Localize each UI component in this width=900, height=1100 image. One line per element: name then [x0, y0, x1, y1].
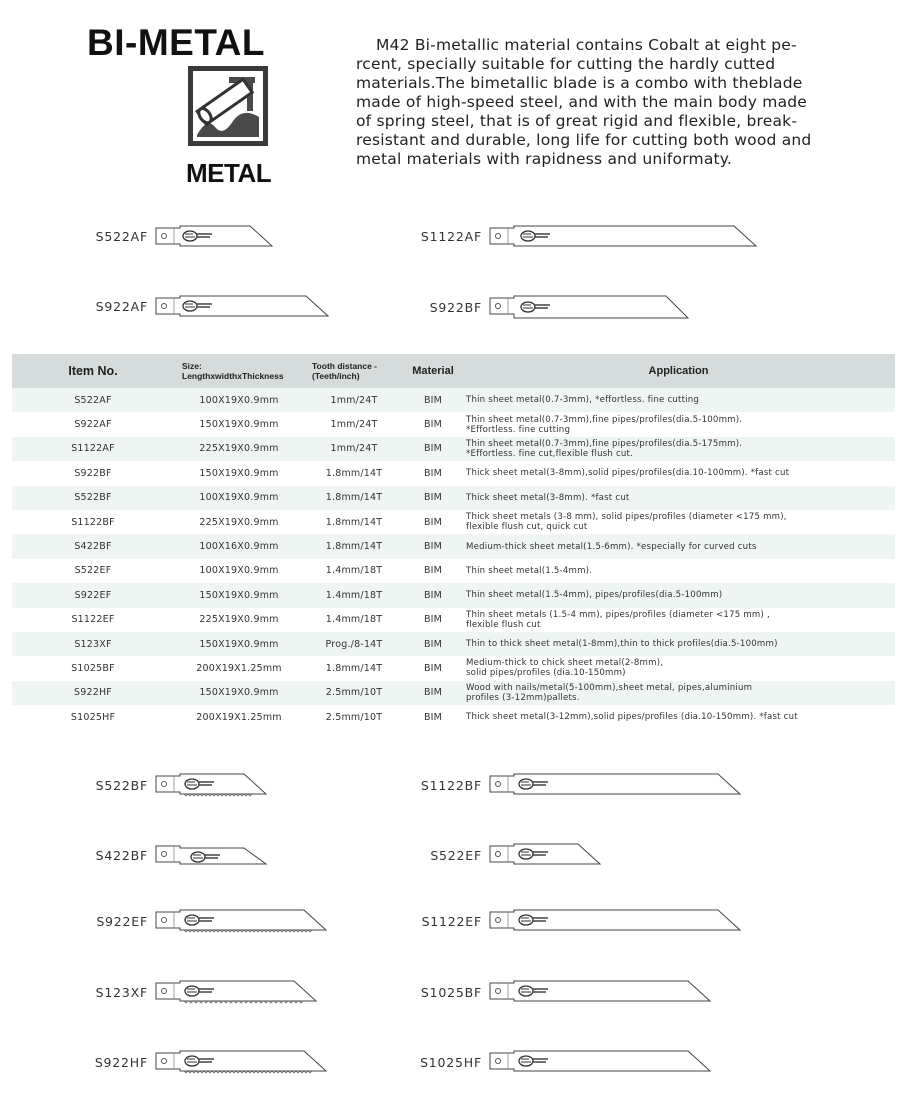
table-row	[12, 681, 895, 705]
cell-item-no: S522EF	[12, 559, 174, 583]
table-row	[12, 705, 895, 729]
saw-blade-icon	[488, 840, 628, 870]
application-line2: *Effortless. fine cutting	[466, 424, 571, 435]
metal-cutting-icon	[188, 66, 268, 146]
cell-tooth: 1.4mm/18T	[304, 559, 404, 583]
cell-item-no: S1025BF	[12, 656, 174, 680]
cell-material: BIM	[404, 559, 462, 583]
table-row	[12, 656, 895, 680]
page-title: BI-METAL	[87, 22, 265, 63]
blade-item	[416, 906, 768, 936]
cell-material: BIM	[404, 486, 462, 510]
cell-tooth: 1mm/24T	[304, 388, 404, 412]
saw-blade-icon	[488, 292, 690, 322]
cell-material: BIM	[404, 437, 462, 461]
application-line1: Thin sheet metal(1.5-4mm).	[466, 565, 593, 576]
table-row	[12, 461, 895, 485]
cell-item-no: S922BF	[12, 461, 174, 485]
blade-label: S1122AF	[420, 228, 482, 244]
blade-item	[82, 906, 354, 936]
cell-tooth: 1.8mm/14T	[304, 461, 404, 485]
cell-size: 100X19X0.9mm	[174, 388, 304, 412]
cell-application	[462, 583, 895, 607]
cell-tooth: 1mm/24T	[304, 437, 404, 461]
header-size	[174, 354, 304, 388]
blade-label: S1122BF	[420, 777, 482, 793]
cell-size: 100X16X0.9mm	[174, 534, 304, 558]
cell-tooth: 1.4mm/18T	[304, 608, 404, 632]
cell-material: BIM	[404, 681, 462, 705]
blade-label: S422BF	[95, 847, 148, 863]
cell-size: 225X19X0.9mm	[174, 437, 304, 461]
header-tooth	[304, 354, 404, 388]
intro-text	[356, 36, 826, 169]
saw-blade-icon	[488, 1047, 738, 1077]
header-material: Material	[404, 354, 462, 388]
cell-size: 225X19X0.9mm	[174, 510, 304, 534]
cell-material: BIM	[404, 461, 462, 485]
saw-blade-icon	[154, 977, 344, 1007]
cell-item-no: S522BF	[12, 486, 174, 510]
application-line2: *Effortless. fine cut,flexible flush cut.	[466, 448, 634, 459]
application-line2: flexible flush cut	[466, 619, 541, 630]
saw-blade-icon	[488, 977, 738, 1007]
blade-item	[416, 977, 738, 1007]
blade-label: S522BF	[95, 777, 148, 793]
cell-tooth: 1.8mm/14T	[304, 534, 404, 558]
cell-application	[462, 388, 895, 412]
cell-tooth: 2.5mm/10T	[304, 681, 404, 705]
application-line1: Wood with nails/metal(5-100mm),sheet metal, pipes,aluminium	[466, 682, 753, 693]
table-row	[12, 486, 895, 510]
application-line2: profiles (3-12mm)pallets.	[466, 692, 580, 703]
cell-size: 200X19X1.25mm	[174, 705, 304, 729]
saw-blade-icon	[488, 770, 768, 800]
application-line1: Medium-thick sheet metal(1.5-6mm). *especially for curved cuts	[466, 541, 757, 552]
header-application: Application	[462, 354, 895, 388]
cell-application	[462, 412, 895, 436]
blade-label: S922EF	[96, 913, 148, 929]
table-row	[12, 608, 895, 632]
table-header-row	[12, 354, 895, 388]
cell-material: BIM	[404, 632, 462, 656]
cell-size: 100X19X0.9mm	[174, 486, 304, 510]
cell-size: 100X19X0.9mm	[174, 559, 304, 583]
blade-label: S123XF	[95, 984, 148, 1000]
cell-application	[462, 681, 895, 705]
blade-label: S1025BF	[420, 984, 482, 1000]
application-line1: Thick sheet metal(3-8mm),solid pipes/profiles(dia.10-100mm). *fast cut	[466, 468, 790, 479]
blade-label: S522EF	[430, 847, 482, 863]
cell-material: BIM	[404, 608, 462, 632]
cell-item-no: S123XF	[12, 632, 174, 656]
blade-label: S922AF	[95, 298, 148, 314]
saw-blade-icon	[154, 906, 354, 936]
cell-tooth: 1.4mm/18T	[304, 583, 404, 607]
application-line1: Thick sheet metal(3-12mm),solid pipes/profiles (dia.10-150mm). *fast cut	[466, 712, 798, 723]
cell-application	[462, 656, 895, 680]
application-line1: Thin sheet metal(0.7-3mm), *effortless. fine cutting	[466, 395, 700, 406]
cell-item-no: S422BF	[12, 534, 174, 558]
blade-item	[82, 840, 294, 870]
table-row	[12, 559, 895, 583]
cell-tooth: 1.8mm/14T	[304, 510, 404, 534]
cell-material: BIM	[404, 705, 462, 729]
application-line1: Thin sheet metal(0.7-3mm),fine pipes/profiles(dia.5-175mm).	[466, 438, 743, 449]
spec-table	[12, 354, 895, 729]
header-tooth-line1: Tooth distance -	[312, 361, 378, 371]
table-row	[12, 632, 895, 656]
cell-size: 225X19X0.9mm	[174, 608, 304, 632]
cell-tooth: Prog./8-14T	[304, 632, 404, 656]
blade-label: S1025HF	[420, 1054, 482, 1070]
cell-item-no: S922AF	[12, 412, 174, 436]
cell-material: BIM	[404, 656, 462, 680]
application-line1: Thin sheet metal(0.7-3mm),fine pipes/profiles(dia.5-100mm).	[466, 414, 743, 425]
table-row	[12, 583, 895, 607]
cell-item-no: S1122BF	[12, 510, 174, 534]
cell-material: BIM	[404, 583, 462, 607]
saw-blade-icon	[488, 222, 758, 250]
application-line1: Medium-thick to chick sheet metal(2-8mm),	[466, 658, 664, 669]
cell-application	[462, 705, 895, 729]
header-item-no: Item No.	[12, 354, 174, 388]
blade-item	[82, 222, 274, 250]
cell-material: BIM	[404, 534, 462, 558]
logo-caption: METAL	[186, 158, 272, 188]
application-line1: Thin sheet metals (1.5-4 mm), pipes/profiles (diameter <175 mm) ,	[466, 609, 770, 620]
blade-label: S522AF	[95, 228, 148, 244]
cell-size: 150X19X0.9mm	[174, 461, 304, 485]
cell-tooth: 2.5mm/10T	[304, 705, 404, 729]
table-row	[12, 388, 895, 412]
cell-application	[462, 534, 895, 558]
saw-blade-icon	[154, 1047, 354, 1077]
cell-material: BIM	[404, 388, 462, 412]
cell-item-no: S922HF	[12, 681, 174, 705]
application-line2: solid pipes/profiles (dia.10-150mm)	[466, 668, 626, 679]
intro-paragraph: M42 Bi-metallic material contains Cobalt at eight pe-rcent, specially suitable for cutting the hardly cutted materials.The bimetallic blade is a combo with theblade made of high-speed steel, and with the main body made of spring steel, that is of great rigid and flexible, break-resistant and durable, long life for cutting both wood and metal materials with rapidness and uniformaty.	[356, 36, 812, 168]
cell-item-no: S922EF	[12, 583, 174, 607]
cell-size: 150X19X0.9mm	[174, 632, 304, 656]
table-body	[12, 388, 895, 729]
blade-item	[416, 770, 768, 800]
application-line1: Thick sheet metal(3-8mm). *fast cut	[466, 492, 630, 503]
application-line1: Thin sheet metal(1.5-4mm), pipes/profiles(dia.5-100mm)	[466, 590, 723, 601]
cell-application	[462, 632, 895, 656]
application-line1: Thin to thick sheet metal(1-8mm),thin to thick profiles(dia.5-100mm)	[466, 639, 778, 650]
cell-application	[462, 510, 895, 534]
cell-application	[462, 608, 895, 632]
cell-application	[462, 437, 895, 461]
saw-blade-icon	[154, 222, 274, 250]
blade-item	[82, 977, 344, 1007]
cell-tooth: 1mm/24T	[304, 412, 404, 436]
blade-item	[416, 840, 628, 870]
cell-size: 150X19X0.9mm	[174, 412, 304, 436]
blade-item	[416, 222, 758, 250]
cell-size: 150X19X0.9mm	[174, 583, 304, 607]
blade-item	[82, 770, 294, 800]
blade-item	[82, 292, 330, 320]
blade-item	[416, 1047, 738, 1077]
cell-application	[462, 486, 895, 510]
blade-item	[82, 1047, 354, 1077]
table-row	[12, 534, 895, 558]
cell-item-no: S1122AF	[12, 437, 174, 461]
cell-size: 200X19X1.25mm	[174, 656, 304, 680]
header-size-line1: Size:	[182, 361, 202, 371]
table-row	[12, 510, 895, 534]
cell-size: 150X19X0.9mm	[174, 681, 304, 705]
cell-tooth: 1.8mm/14T	[304, 656, 404, 680]
header-tooth-line2: (Teeth/inch)	[312, 371, 360, 381]
application-line2: flexible flush cut, quick cut	[466, 522, 588, 533]
cell-tooth: 1.8mm/14T	[304, 486, 404, 510]
blade-label: S1122EF	[421, 913, 482, 929]
saw-blade-icon	[154, 292, 330, 320]
table-row	[12, 437, 895, 461]
blade-label: S922BF	[429, 299, 482, 315]
application-line1: Thick sheet metals (3-8 mm), solid pipes/profiles (diameter <175 mm),	[466, 512, 787, 523]
cell-application	[462, 559, 895, 583]
header-size-line2: LengthxwidthxThickness	[182, 371, 284, 381]
blade-item	[416, 292, 690, 322]
blade-label: S922HF	[94, 1054, 148, 1070]
cell-application	[462, 461, 895, 485]
cell-item-no: S1025HF	[12, 705, 174, 729]
saw-blade-icon	[154, 770, 294, 800]
table-row	[12, 412, 895, 436]
cell-item-no: S522AF	[12, 388, 174, 412]
cell-item-no: S1122EF	[12, 608, 174, 632]
cell-material: BIM	[404, 412, 462, 436]
cell-material: BIM	[404, 510, 462, 534]
saw-blade-icon	[154, 840, 294, 870]
saw-blade-icon	[488, 906, 768, 936]
